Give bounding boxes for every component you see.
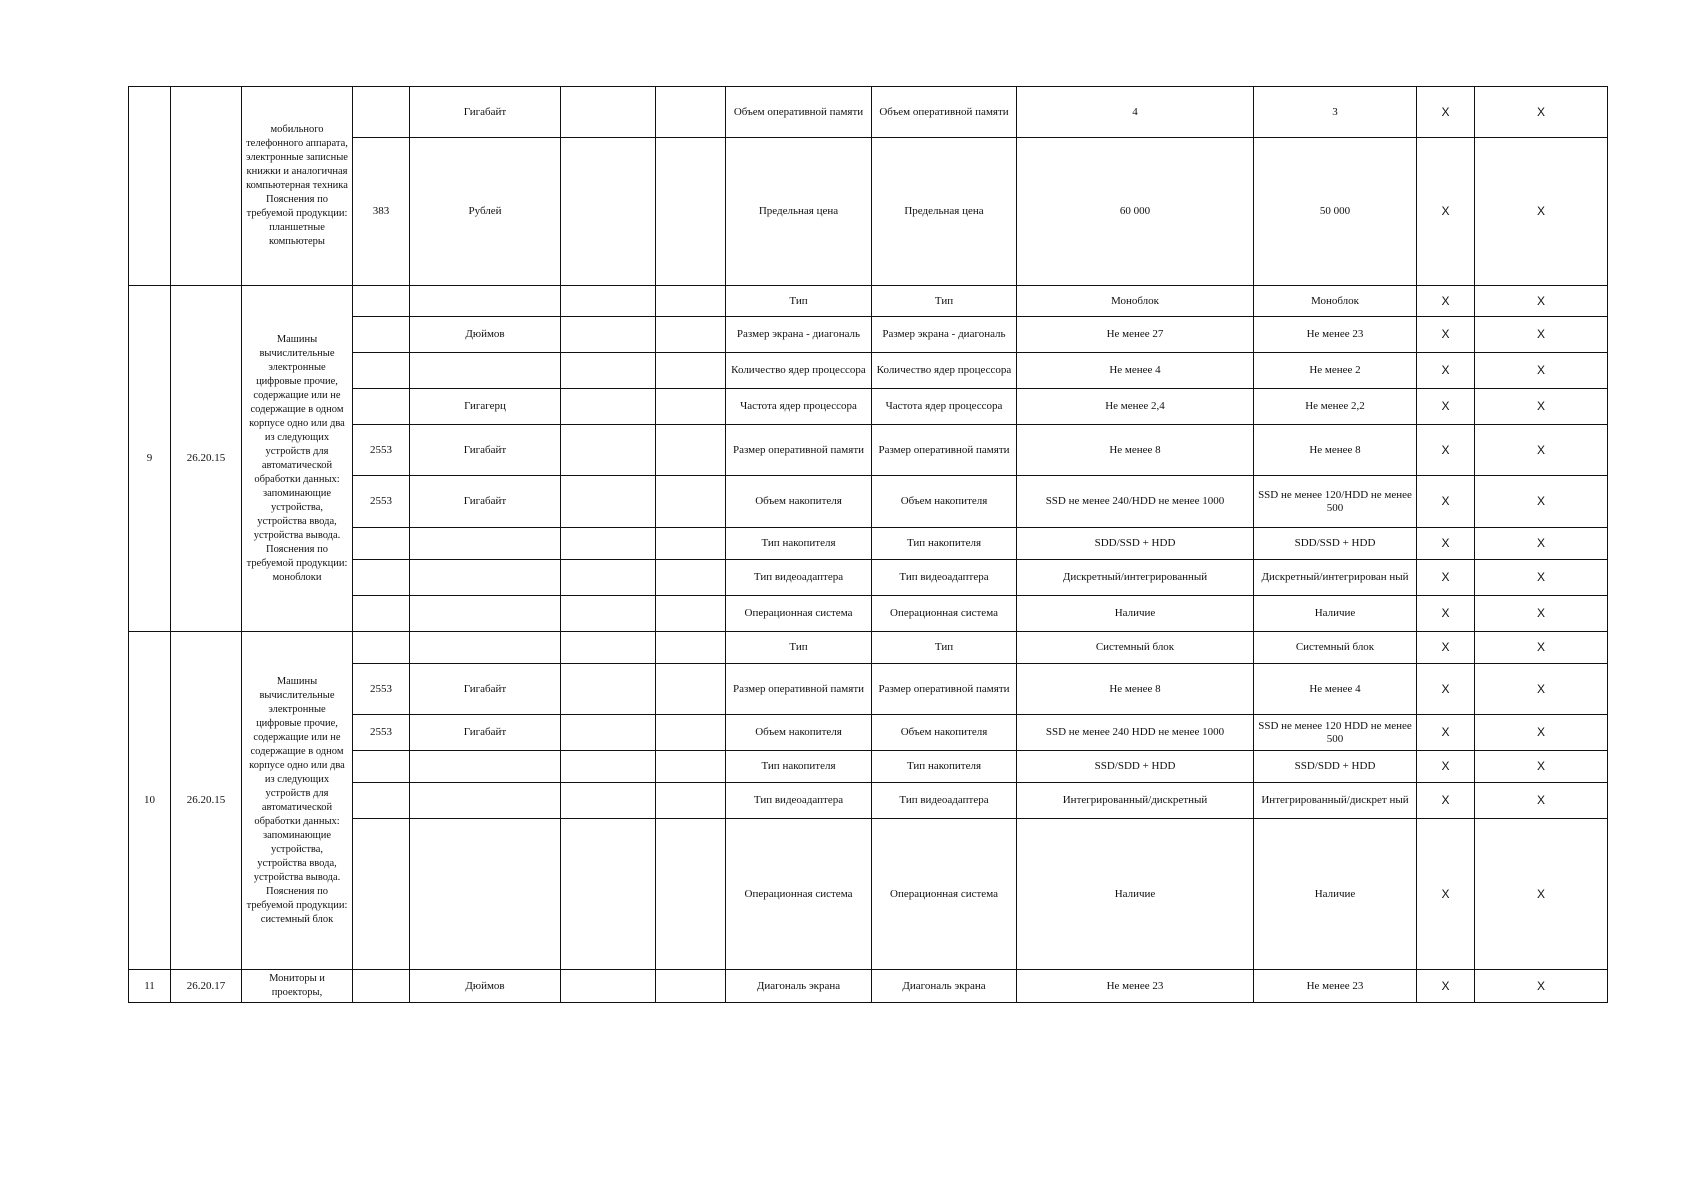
- unit-cell: [410, 751, 561, 783]
- okei-code-cell: [353, 632, 410, 664]
- characteristic-cell: Тип видеоадаптера: [726, 560, 872, 596]
- value-cell: Наличие: [1017, 819, 1254, 970]
- x-mark-cell: X: [1417, 751, 1475, 783]
- characteristic-cell: Операционная система: [872, 596, 1017, 632]
- x-mark-cell: X: [1417, 664, 1475, 715]
- empty-cell: [656, 138, 726, 286]
- x-mark-cell: X: [1475, 632, 1608, 664]
- value-cell: Не менее 23: [1017, 970, 1254, 1003]
- value-cell: SSD не менее 120 HDD не менее 500: [1254, 715, 1417, 751]
- unit-cell: Гигабайт: [410, 87, 561, 138]
- x-mark-cell: X: [1417, 970, 1475, 1003]
- x-mark-cell: X: [1417, 596, 1475, 632]
- characteristic-cell: Объем накопителя: [726, 715, 872, 751]
- value-cell: Наличие: [1254, 819, 1417, 970]
- okpd-code-cell: 26.20.15: [171, 632, 242, 970]
- okpd-code-cell: 26.20.17: [171, 970, 242, 1003]
- okei-code-cell: [353, 560, 410, 596]
- characteristic-cell: Тип видеоадаптера: [726, 783, 872, 819]
- characteristic-cell: Диагональ экрана: [726, 970, 872, 1003]
- empty-cell: [561, 476, 656, 528]
- characteristic-cell: Диагональ экрана: [872, 970, 1017, 1003]
- x-mark-cell: X: [1475, 389, 1608, 425]
- value-cell: Моноблок: [1017, 286, 1254, 317]
- unit-cell: Гигабайт: [410, 715, 561, 751]
- value-cell: Не менее 27: [1017, 317, 1254, 353]
- x-mark-cell: X: [1417, 138, 1475, 286]
- empty-cell: [561, 970, 656, 1003]
- value-cell: Наличие: [1017, 596, 1254, 632]
- unit-cell: Гигабайт: [410, 425, 561, 476]
- empty-cell: [656, 664, 726, 715]
- value-cell: Не менее 2,4: [1017, 389, 1254, 425]
- x-mark-cell: X: [1417, 317, 1475, 353]
- empty-cell: [561, 317, 656, 353]
- table-row: [129, 970, 1608, 1003]
- empty-cell: [656, 317, 726, 353]
- table-row: [129, 286, 1608, 317]
- characteristic-cell: Количество ядер процессора: [726, 353, 872, 389]
- x-mark-cell: X: [1475, 783, 1608, 819]
- row-number-cell: 10: [129, 632, 171, 970]
- x-mark-cell: X: [1417, 819, 1475, 970]
- product-name-cell: Машины вычислительные электронные цифровые прочие, содержащие или не содержащие в одном корпусе одно или два из следующих устройств для автоматической обработки данных: запоминающие устройства, устройства ввода, устройства вывода. Пояснения по требуемой продукции: моноблоки: [242, 286, 353, 632]
- unit-cell: [410, 783, 561, 819]
- characteristic-cell: Операционная система: [872, 819, 1017, 970]
- empty-cell: [561, 751, 656, 783]
- table-row: [129, 87, 1608, 138]
- empty-cell: [656, 970, 726, 1003]
- empty-cell: [656, 476, 726, 528]
- x-mark-cell: X: [1475, 528, 1608, 560]
- unit-cell: [410, 632, 561, 664]
- value-cell: Интегрированный/дискретный: [1017, 783, 1254, 819]
- value-cell: 3: [1254, 87, 1417, 138]
- x-mark-cell: X: [1475, 138, 1608, 286]
- value-cell: 4: [1017, 87, 1254, 138]
- empty-cell: [561, 632, 656, 664]
- characteristic-cell: Размер экрана - диагональ: [726, 317, 872, 353]
- okei-code-cell: [353, 783, 410, 819]
- characteristic-cell: Тип: [726, 286, 872, 317]
- okei-code-cell: [353, 596, 410, 632]
- okei-code-cell: 2553: [353, 664, 410, 715]
- empty-cell: [656, 286, 726, 317]
- unit-cell: Рублей: [410, 138, 561, 286]
- characteristic-cell: Объем накопителя: [872, 476, 1017, 528]
- empty-cell: [656, 425, 726, 476]
- x-mark-cell: X: [1417, 87, 1475, 138]
- unit-cell: [410, 560, 561, 596]
- characteristic-cell: Объем оперативной памяти: [726, 87, 872, 138]
- value-cell: SSD/SDD + HDD: [1017, 751, 1254, 783]
- x-mark-cell: X: [1475, 664, 1608, 715]
- x-mark-cell: X: [1417, 560, 1475, 596]
- value-cell: Не менее 23: [1254, 317, 1417, 353]
- okei-code-cell: [353, 317, 410, 353]
- value-cell: Не менее 8: [1254, 425, 1417, 476]
- x-mark-cell: X: [1417, 286, 1475, 317]
- x-mark-cell: X: [1475, 87, 1608, 138]
- characteristic-cell: Тип: [726, 632, 872, 664]
- value-cell: SSD не менее 240/HDD не менее 1000: [1017, 476, 1254, 528]
- value-cell: Наличие: [1254, 596, 1417, 632]
- value-cell: Дискретный/интегрированный: [1017, 560, 1254, 596]
- empty-cell: [656, 819, 726, 970]
- row-number-cell: 9: [129, 286, 171, 632]
- table-row: [129, 632, 1608, 664]
- okei-code-cell: [353, 819, 410, 970]
- empty-cell: [561, 596, 656, 632]
- okei-code-cell: 2553: [353, 476, 410, 528]
- characteristic-cell: Операционная система: [726, 819, 872, 970]
- unit-cell: Гигабайт: [410, 664, 561, 715]
- characteristic-cell: Тип накопителя: [726, 751, 872, 783]
- characteristic-cell: Предельная цена: [726, 138, 872, 286]
- value-cell: Не менее 4: [1254, 664, 1417, 715]
- x-mark-cell: X: [1475, 476, 1608, 528]
- unit-cell: [410, 286, 561, 317]
- value-cell: Не менее 8: [1017, 425, 1254, 476]
- empty-cell: [561, 389, 656, 425]
- product-name-cell: Машины вычислительные электронные цифровые прочие, содержащие или не содержащие в одном корпусе одно или два из следующих устройств для автоматической обработки данных: запоминающие устройства, устройства ввода, устройства вывода. Пояснения по требуемой продукции: системный блок: [242, 632, 353, 970]
- characteristic-cell: Размер оперативной памяти: [872, 664, 1017, 715]
- value-cell: Не менее 2,2: [1254, 389, 1417, 425]
- value-cell: Не менее 8: [1017, 664, 1254, 715]
- characteristic-cell: Объем накопителя: [872, 715, 1017, 751]
- characteristic-cell: Частота ядер процессора: [872, 389, 1017, 425]
- okei-code-cell: [353, 751, 410, 783]
- unit-cell: Дюймов: [410, 317, 561, 353]
- empty-cell: [561, 87, 656, 138]
- characteristic-cell: Тип: [872, 632, 1017, 664]
- x-mark-cell: X: [1417, 425, 1475, 476]
- empty-cell: [561, 528, 656, 560]
- okei-code-cell: 383: [353, 138, 410, 286]
- x-mark-cell: X: [1417, 783, 1475, 819]
- characteristic-cell: Тип накопителя: [872, 751, 1017, 783]
- unit-cell: Гигагерц: [410, 389, 561, 425]
- value-cell: Не менее 4: [1017, 353, 1254, 389]
- x-mark-cell: X: [1475, 317, 1608, 353]
- empty-cell: [561, 664, 656, 715]
- value-cell: SDD/SSD + HDD: [1017, 528, 1254, 560]
- okei-code-cell: 2553: [353, 425, 410, 476]
- characteristic-cell: Объем накопителя: [726, 476, 872, 528]
- empty-cell: [561, 715, 656, 751]
- requirements-table: [128, 86, 1608, 1003]
- okei-code-cell: [353, 970, 410, 1003]
- value-cell: Интегрированный/дискрет ный: [1254, 783, 1417, 819]
- characteristic-cell: Тип: [872, 286, 1017, 317]
- empty-cell: [561, 286, 656, 317]
- x-mark-cell: X: [1475, 819, 1608, 970]
- characteristic-cell: Размер оперативной памяти: [726, 425, 872, 476]
- okei-code-cell: 2553: [353, 715, 410, 751]
- empty-cell: [561, 138, 656, 286]
- product-name-cell: Мониторы и проекторы,: [242, 970, 353, 1003]
- characteristic-cell: Размер экрана - диагональ: [872, 317, 1017, 353]
- empty-cell: [656, 715, 726, 751]
- x-mark-cell: X: [1417, 476, 1475, 528]
- empty-cell: [656, 528, 726, 560]
- x-mark-cell: X: [1475, 560, 1608, 596]
- okei-code-cell: [353, 286, 410, 317]
- value-cell: Не менее 2: [1254, 353, 1417, 389]
- empty-cell: [656, 632, 726, 664]
- empty-cell: [561, 353, 656, 389]
- unit-cell: Гигабайт: [410, 476, 561, 528]
- okei-code-cell: [353, 389, 410, 425]
- x-mark-cell: X: [1475, 715, 1608, 751]
- okpd-code-cell: [171, 87, 242, 286]
- value-cell: Не менее 23: [1254, 970, 1417, 1003]
- empty-cell: [656, 783, 726, 819]
- value-cell: Системный блок: [1017, 632, 1254, 664]
- x-mark-cell: X: [1417, 389, 1475, 425]
- okpd-code-cell: 26.20.15: [171, 286, 242, 632]
- value-cell: SSD не менее 120/HDD не менее 500: [1254, 476, 1417, 528]
- unit-cell: Дюймов: [410, 970, 561, 1003]
- value-cell: Моноблок: [1254, 286, 1417, 317]
- value-cell: 50 000: [1254, 138, 1417, 286]
- characteristic-cell: Тип видеоадаптера: [872, 783, 1017, 819]
- empty-cell: [561, 819, 656, 970]
- characteristic-cell: Частота ядер процессора: [726, 389, 872, 425]
- x-mark-cell: X: [1475, 751, 1608, 783]
- characteristic-cell: Тип накопителя: [872, 528, 1017, 560]
- x-mark-cell: X: [1417, 632, 1475, 664]
- unit-cell: [410, 596, 561, 632]
- x-mark-cell: X: [1475, 286, 1608, 317]
- x-mark-cell: X: [1417, 715, 1475, 751]
- unit-cell: [410, 353, 561, 389]
- characteristic-cell: Тип видеоадаптера: [872, 560, 1017, 596]
- empty-cell: [561, 560, 656, 596]
- characteristic-cell: Размер оперативной памяти: [872, 425, 1017, 476]
- empty-cell: [656, 87, 726, 138]
- value-cell: SSD не менее 240 HDD не менее 1000: [1017, 715, 1254, 751]
- empty-cell: [656, 353, 726, 389]
- empty-cell: [656, 751, 726, 783]
- unit-cell: [410, 528, 561, 560]
- okei-code-cell: [353, 87, 410, 138]
- unit-cell: [410, 819, 561, 970]
- product-name-cell: мобильного телефонного аппарата, электронные записные книжки и аналогичная компьютерная техника Пояснения по требуемой продукции: планшетные компьютеры: [242, 87, 353, 286]
- x-mark-cell: X: [1475, 425, 1608, 476]
- characteristic-cell: Предельная цена: [872, 138, 1017, 286]
- characteristic-cell: Количество ядер процессора: [872, 353, 1017, 389]
- empty-cell: [656, 389, 726, 425]
- row-number-cell: 11: [129, 970, 171, 1003]
- value-cell: SDD/SSD + HDD: [1254, 528, 1417, 560]
- characteristic-cell: Тип накопителя: [726, 528, 872, 560]
- empty-cell: [561, 783, 656, 819]
- characteristic-cell: Объем оперативной памяти: [872, 87, 1017, 138]
- characteristic-cell: Размер оперативной памяти: [726, 664, 872, 715]
- x-mark-cell: X: [1475, 353, 1608, 389]
- value-cell: SSD/SDD + HDD: [1254, 751, 1417, 783]
- value-cell: Дискретный/интегрирован ный: [1254, 560, 1417, 596]
- okei-code-cell: [353, 353, 410, 389]
- x-mark-cell: X: [1475, 596, 1608, 632]
- x-mark-cell: X: [1475, 970, 1608, 1003]
- empty-cell: [561, 425, 656, 476]
- row-number-cell: [129, 87, 171, 286]
- empty-cell: [656, 596, 726, 632]
- characteristic-cell: Операционная система: [726, 596, 872, 632]
- value-cell: Системный блок: [1254, 632, 1417, 664]
- value-cell: 60 000: [1017, 138, 1254, 286]
- okei-code-cell: [353, 528, 410, 560]
- empty-cell: [656, 560, 726, 596]
- x-mark-cell: X: [1417, 528, 1475, 560]
- x-mark-cell: X: [1417, 353, 1475, 389]
